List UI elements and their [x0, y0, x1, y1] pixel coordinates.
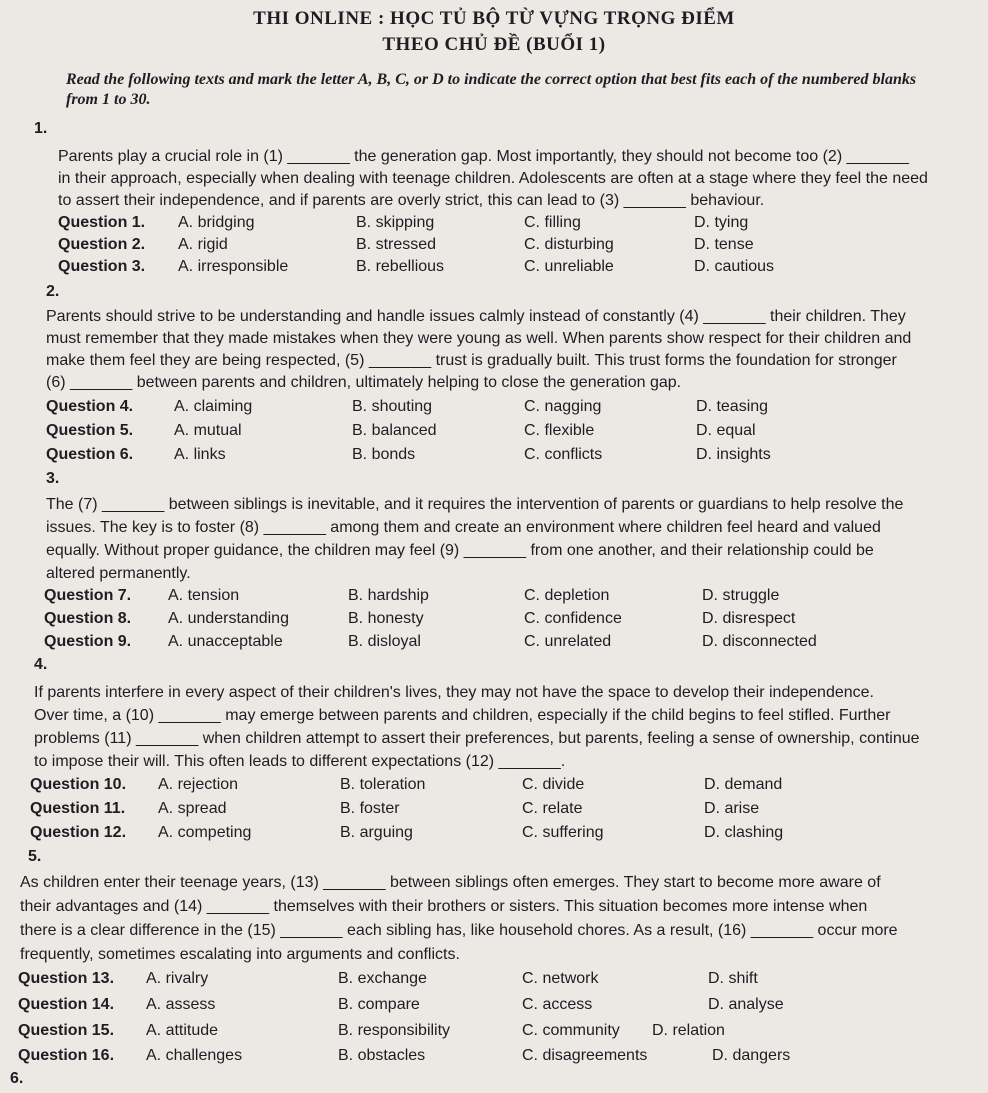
option-a[interactable]: A. claiming — [174, 398, 253, 415]
option-b[interactable]: B. compare — [338, 996, 420, 1013]
option-b[interactable]: B. rebellious — [356, 258, 445, 275]
section-number: 2. — [46, 283, 60, 300]
option-b[interactable]: B. obstacles — [338, 1047, 426, 1064]
question-label: Question 1. — [58, 214, 146, 231]
option-d[interactable]: D. equal — [696, 422, 756, 439]
question-row — [0, 398, 988, 420]
option-b[interactable]: B. shouting — [352, 398, 433, 415]
option-c[interactable]: C. divide — [522, 776, 585, 793]
option-d[interactable]: D. cautious — [694, 258, 775, 275]
question-label: Question 4. — [46, 398, 134, 415]
option-a[interactable]: A. irresponsible — [178, 258, 289, 275]
option-b[interactable]: B. toleration — [340, 776, 426, 793]
option-d[interactable]: D. disrespect — [702, 610, 796, 627]
option-a[interactable]: A. rivalry — [146, 970, 209, 987]
option-a[interactable]: A. challenges — [146, 1047, 243, 1064]
question-label: Question 9. — [44, 633, 132, 650]
section-number: 3. — [46, 470, 60, 487]
question-row — [0, 824, 988, 846]
question-row — [0, 1022, 988, 1044]
option-d[interactable]: D. demand — [704, 776, 783, 793]
passage-line: The (7) _______ between siblings is inevitable, and it requires the intervention of parents or guardians to help resolve the — [46, 496, 904, 513]
option-d[interactable]: D. relation — [652, 1022, 725, 1039]
option-b[interactable]: B. skipping — [356, 214, 435, 231]
passage-line: If parents interfere in every aspect of their children's lives, they may not have the space to develop their independence. — [34, 684, 874, 701]
option-c[interactable]: C. unreliable — [524, 258, 614, 275]
option-c[interactable]: C. disagreements — [522, 1047, 648, 1064]
option-a[interactable]: A. rigid — [178, 236, 228, 253]
passage-line: altered permanently. — [46, 565, 191, 582]
question-label: Question 6. — [46, 446, 134, 463]
passage-line: problems (11) _______ when children attempt to assert their preferences, but parents, feeling a sense of ownership, continue — [34, 730, 920, 747]
question-row — [0, 610, 988, 632]
option-a[interactable]: A. understanding — [168, 610, 289, 627]
option-d[interactable]: D. clashing — [704, 824, 784, 841]
question-row — [0, 996, 988, 1018]
option-c[interactable]: C. confidence — [524, 610, 622, 627]
option-a[interactable]: A. unacceptable — [168, 633, 283, 650]
option-a[interactable]: A. competing — [158, 824, 252, 841]
question-row — [0, 236, 988, 258]
question-row — [0, 258, 988, 280]
question-label: Question 11. — [30, 800, 126, 817]
question-row — [0, 633, 988, 655]
option-d[interactable]: D. tense — [694, 236, 754, 253]
option-b[interactable]: B. foster — [340, 800, 400, 817]
question-row — [0, 1047, 988, 1069]
question-label: Question 3. — [58, 258, 146, 275]
page-title-line2: THEO CHỦ ĐỀ (BUỔI 1) — [382, 34, 606, 55]
option-d[interactable]: D. teasing — [696, 398, 769, 415]
option-d[interactable]: D. analyse — [708, 996, 784, 1013]
option-c[interactable]: C. network — [522, 970, 599, 987]
passage-line: frequently, sometimes escalating into arguments and conflicts. — [20, 946, 460, 963]
passage-line: in their approach, especially when dealing with teenage children. Adolescents are often at a stage where they feel the need — [58, 170, 928, 187]
section-number: 5. — [28, 848, 42, 865]
option-a[interactable]: A. attitude — [146, 1022, 219, 1039]
option-c[interactable]: C. flexible — [524, 422, 595, 439]
option-a[interactable]: A. mutual — [174, 422, 242, 439]
option-b[interactable]: B. exchange — [338, 970, 427, 987]
question-row — [0, 800, 988, 822]
passage-line: must remember that they made mistakes when they were young as well. When parents show respect for their children and — [46, 330, 912, 347]
question-row — [0, 422, 988, 444]
option-d[interactable]: D. dangers — [712, 1047, 791, 1064]
question-label: Question 16. — [18, 1047, 115, 1064]
question-label: Question 12. — [30, 824, 127, 841]
page-title-line1: THI ONLINE : HỌC TỦ BỘ TỪ VỰNG TRỌNG ĐIỂM — [253, 8, 735, 29]
question-label: Question 10. — [30, 776, 127, 793]
section-number: 6. — [10, 1070, 24, 1087]
question-label: Question 14. — [18, 996, 115, 1013]
option-a[interactable]: A. rejection — [158, 776, 239, 793]
option-c[interactable]: C. filling — [524, 214, 581, 231]
question-label: Question 15. — [18, 1022, 115, 1039]
option-d[interactable]: D. insights — [696, 446, 771, 463]
option-a[interactable]: A. bridging — [178, 214, 255, 231]
option-c[interactable]: C. unrelated — [524, 633, 612, 650]
section-number: 4. — [34, 656, 48, 673]
option-c[interactable]: C. access — [522, 996, 593, 1013]
option-a[interactable]: A. spread — [158, 800, 227, 817]
option-b[interactable]: B. honesty — [348, 610, 424, 627]
passage-line: Parents play a crucial role in (1) _______ the generation gap. Most importantly, they should not become too (2) _______ — [58, 148, 909, 165]
passage-line: their advantages and (14) _______ themselves with their brothers or sisters. This situation becomes more intense when — [20, 898, 868, 915]
passage-line: Parents should strive to be understanding and handle issues calmly instead of constantly (4) _______ their children. They — [46, 308, 906, 325]
option-c[interactable]: C. community — [522, 1022, 620, 1039]
passage-line: issues. The key is to foster (8) _______ among them and create an environment where children feel heard and valued — [46, 519, 881, 536]
passage-line: equally. Without proper guidance, the children may feel (9) _______ from one another, and their relationship could be — [46, 542, 874, 559]
question-label: Question 7. — [44, 587, 132, 604]
option-d[interactable]: D. arise — [704, 800, 760, 817]
option-b[interactable]: B. balanced — [352, 422, 437, 439]
option-d[interactable]: D. disconnected — [702, 633, 817, 650]
passage-line: make them feel they are being respected, (5) _______ trust is gradually built. This trust forms the foundation for stronger — [46, 352, 897, 369]
question-row — [0, 446, 988, 468]
passage-line: Over time, a (10) _______ may emerge between parents and children, especially if the child begins to feel stifled. Further — [34, 707, 891, 724]
option-b[interactable]: B. stressed — [356, 236, 437, 253]
option-d[interactable]: D. struggle — [702, 587, 780, 604]
option-a[interactable]: A. assess — [146, 996, 216, 1013]
option-a[interactable]: A. links — [174, 446, 226, 463]
passage-line: to impose their will. This often leads to different expectations (12) _______. — [34, 753, 566, 770]
option-c[interactable]: C. suffering — [522, 824, 604, 841]
option-d[interactable]: D. shift — [708, 970, 758, 987]
option-c[interactable]: C. depletion — [524, 587, 610, 604]
option-c[interactable]: C. nagging — [524, 398, 602, 415]
option-b[interactable]: B. disloyal — [348, 633, 421, 650]
option-c[interactable]: C. disturbing — [524, 236, 614, 253]
question-label: Question 2. — [58, 236, 146, 253]
passage-line: there is a clear difference in the (15) _______ each sibling has, like household chores. As a result, (16) _______ occur more — [20, 922, 898, 939]
option-b[interactable]: B. arguing — [340, 824, 413, 841]
question-label: Question 13. — [18, 970, 115, 987]
option-a[interactable]: A. tension — [168, 587, 240, 604]
option-c[interactable]: C. relate — [522, 800, 583, 817]
section-number: 1. — [34, 120, 48, 137]
question-row — [0, 214, 988, 236]
question-row — [0, 776, 988, 798]
question-row — [0, 587, 988, 609]
passage-line: (6) _______ between parents and children, ultimately helping to close the generation gap. — [46, 374, 682, 391]
option-c[interactable]: C. conflicts — [524, 446, 603, 463]
passage-line: As children enter their teenage years, (13) _______ between siblings often emerges. They start to become more aware of — [20, 874, 881, 891]
option-b[interactable]: B. hardship — [348, 587, 429, 604]
passage-line: to assert their independence, and if parents are overly strict, this can lead to (3) _______ behaviour. — [58, 192, 765, 209]
question-label: Question 8. — [44, 610, 132, 627]
question-label: Question 5. — [46, 422, 134, 439]
question-row — [0, 970, 988, 992]
instruction-text: Read the following texts and mark the letter A, B, C, or D to indicate the correct option that best fits each of the numbered blanks from 1 to 30. — [66, 71, 917, 108]
option-d[interactable]: D. tying — [694, 214, 749, 231]
option-b[interactable]: B. bonds — [352, 446, 416, 463]
option-b[interactable]: B. responsibility — [338, 1022, 451, 1039]
